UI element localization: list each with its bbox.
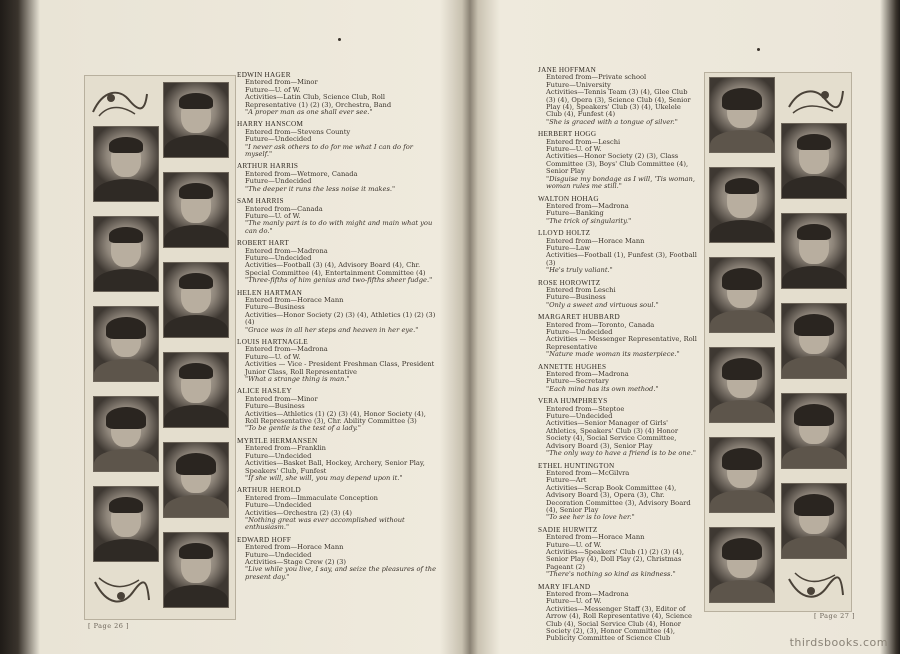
student-name: MYRTLE HERMANSEN bbox=[237, 436, 318, 445]
student-name: EDWIN HAGER bbox=[237, 71, 291, 79]
left-entries bbox=[237, 72, 437, 586]
student-name: VERA HUMPHREYS bbox=[538, 397, 608, 406]
student-entry bbox=[237, 487, 437, 531]
entry-line: Entered from—Horace Mann bbox=[245, 543, 344, 552]
student-entry bbox=[237, 339, 437, 383]
student-photo bbox=[709, 257, 775, 333]
entry-line: Entered from—Immaculate Conception bbox=[245, 493, 378, 502]
entry-line: Entered from—Franklin bbox=[245, 444, 326, 453]
entry-line: Entered from—Horace Mann bbox=[546, 236, 645, 245]
entry-quote: "He's truly valiant." bbox=[546, 266, 613, 275]
entry-line: Entered from—Madrona bbox=[546, 370, 629, 379]
right-entries bbox=[538, 67, 698, 648]
student-photo bbox=[163, 352, 229, 428]
entry-line: Entered from—Madrona bbox=[245, 246, 328, 255]
entry-quote: "Each mind has its own method." bbox=[546, 384, 659, 393]
student-entry bbox=[538, 67, 698, 126]
left-page bbox=[18, 0, 466, 654]
entry-quote: "Nature made woman its masterpiece." bbox=[546, 350, 680, 359]
entry-quote: "Nothing great was ever accomplished without enthusiasm." bbox=[245, 515, 405, 532]
student-photo bbox=[709, 527, 775, 603]
student-name: JANE HOFFMAN bbox=[538, 66, 597, 74]
ornament-icon bbox=[785, 567, 847, 607]
entry-line: Entered from—Madrona bbox=[546, 201, 629, 210]
student-photo bbox=[93, 486, 159, 562]
student-name: WALTON HOHAG bbox=[538, 194, 599, 203]
entry-line: Activities—Messenger Staff (3), Editor of Arrow (4), Roll Representative (4), Science Club (4), Social Service Club (4), Honor Society (2), (3), Honor Committee (4), Publicity Committee of Science Club bbox=[546, 604, 692, 643]
ornament-icon bbox=[785, 79, 847, 119]
entry-line: Future—U. of W. bbox=[546, 145, 602, 154]
left-photo-column bbox=[84, 75, 236, 620]
student-photo bbox=[93, 306, 159, 382]
entry-line: Entered from—Madrona bbox=[546, 590, 629, 598]
student-name: ROSE HOROWITZ bbox=[538, 278, 601, 287]
entry-line: Future—Law bbox=[546, 243, 590, 252]
ornament-icon bbox=[91, 572, 153, 612]
student-name: SADIE HURWITZ bbox=[538, 525, 598, 534]
entry-line: Future—U. of W. bbox=[245, 85, 301, 94]
student-photo bbox=[709, 167, 775, 243]
entry-quote: "Grace was in all her steps and heaven in her eye." bbox=[245, 325, 419, 334]
student-photo bbox=[781, 213, 847, 289]
student-entry bbox=[237, 537, 437, 581]
entry-line: Activities—Football (3) (4), Advisory Board (4), Chr. Special Committee (4), Entertainment Committee (4) bbox=[245, 261, 426, 277]
entry-line: Future—Undecided bbox=[245, 177, 312, 186]
entry-line: Activities—Stage Crew (2) (3) bbox=[245, 557, 347, 566]
student-name: MARGARET HUBBARD bbox=[538, 313, 620, 322]
right-photo-column bbox=[704, 72, 852, 612]
entry-line: Entered from—Horace Mann bbox=[245, 295, 344, 304]
entry-line: Entered from—Wetmore, Canada bbox=[245, 169, 358, 178]
entry-line: Future—Undecided bbox=[245, 135, 312, 144]
student-entry bbox=[237, 438, 437, 482]
entry-line: Activities—Basket Ball, Hockey, Archery, Senior Play, Speakers' Club, Funfest bbox=[245, 459, 425, 475]
entry-quote: "To be gentle is the test of a lady." bbox=[245, 424, 361, 433]
student-entry bbox=[538, 196, 698, 226]
entry-quote: "She is graced with a tongue of silver." bbox=[546, 117, 678, 126]
entry-line: Future—Undecided bbox=[245, 501, 312, 510]
student-entry bbox=[538, 280, 698, 310]
entry-quote: "To see her is to love her." bbox=[546, 513, 635, 522]
student-photo bbox=[781, 303, 847, 379]
entry-line: Entered from—Stevens County bbox=[245, 127, 351, 136]
entry-quote: "If she will, she will, you may depend upon it." bbox=[245, 473, 403, 482]
entry-quote: "There's nothing so kind as kindness." bbox=[546, 570, 676, 579]
entry-quote: "The trick of singularity." bbox=[546, 216, 632, 225]
student-entry bbox=[538, 463, 698, 522]
student-name: ROBERT HART bbox=[237, 239, 290, 248]
student-photo bbox=[709, 437, 775, 513]
entry-quote: "I never ask others to do for me what I can do for myself." bbox=[245, 142, 413, 159]
entry-line: Activities—Football (1), Funfest (3), Football (3) bbox=[546, 251, 697, 267]
ornament-icon bbox=[89, 82, 151, 122]
student-name: HARRY HANSCOM bbox=[237, 120, 304, 129]
entry-line: Entered from Leschi bbox=[546, 285, 616, 294]
entry-line: Activities — Messenger Representative, Roll Representative bbox=[546, 335, 697, 351]
entry-line: Future—Business bbox=[245, 402, 305, 411]
student-entry bbox=[237, 198, 437, 235]
entry-line: Activities—Tennis Team (3) (4), Glee Club (3) (4), Opera (3), Science Club (4), Senior Play (4), Speakers' Club (3) (4), Ukelele Club (4), Funfest (4) bbox=[546, 88, 691, 119]
student-entry bbox=[237, 163, 437, 193]
entry-line: Future—Banking bbox=[546, 209, 604, 218]
entry-line: Activities—Scrap Book Committee (4), Advisory Board (3), Opera (3), Chr. Decoration Committee (3), Advisory Board (4), Senior Play bbox=[546, 483, 691, 514]
page-number: [ Page 27 ] bbox=[814, 612, 856, 620]
student-photo bbox=[93, 396, 159, 472]
student-entry bbox=[237, 240, 437, 284]
right-page bbox=[472, 0, 882, 654]
watermark: thirdsbooks.com bbox=[789, 636, 888, 649]
entry-line: Future—U. of W. bbox=[245, 211, 301, 220]
entry-line: Activities—Honor Society (2) (3), Class Committee (3), Boys' Club Committee (4), Senior Play bbox=[546, 152, 689, 176]
entry-line: Activities—Senior Manager of Girls' Athletics, Speakers' Club (3) (4) Honor Society (4), Social Service Committee, Advisory Board (3), Senior Play bbox=[546, 419, 679, 450]
entry-line: Future—U. of W. bbox=[546, 540, 602, 549]
student-name: ARTHUR HARRIS bbox=[237, 162, 299, 171]
student-name: HERBERT HOGG bbox=[538, 130, 597, 139]
student-photo bbox=[709, 347, 775, 423]
student-name: SAM HARRIS bbox=[237, 197, 284, 206]
entry-quote: "What a strange thing is man." bbox=[245, 375, 350, 384]
entry-quote: "Only a sweet and virtuous soul." bbox=[546, 300, 659, 309]
student-name: EDWARD HOFF bbox=[237, 535, 292, 544]
student-photo bbox=[709, 77, 775, 153]
entry-quote: "Three-fifths of him genius and two-fifths sheer fudge." bbox=[245, 276, 433, 285]
student-photo bbox=[163, 532, 229, 608]
entry-quote: "The manly part is to do with might and main what you can do." bbox=[245, 219, 433, 235]
entry-line: Future—Business bbox=[546, 293, 606, 302]
entry-line: Future—U. of W. bbox=[546, 597, 602, 606]
student-photo bbox=[163, 442, 229, 518]
entry-line: Entered from—Minor bbox=[245, 394, 318, 403]
entry-line: Future—Undecided bbox=[245, 550, 312, 559]
entry-line: Entered from—Toronto, Canada bbox=[546, 320, 655, 329]
student-entry bbox=[538, 364, 698, 394]
student-photo bbox=[781, 483, 847, 559]
student-entry bbox=[538, 131, 698, 190]
entry-quote: "A proper man as one shall ever see." bbox=[245, 108, 373, 117]
entry-line: Future—Art bbox=[546, 476, 587, 485]
student-photo bbox=[93, 216, 159, 292]
student-photo bbox=[93, 126, 159, 202]
student-name: ETHEL HUNTINGTON bbox=[538, 461, 615, 470]
entry-line: Activities—Honor Society (2) (3) (4), Athletics (1) (2) (3) (4) bbox=[245, 310, 436, 327]
entry-line: Activities—Orchestra (2) (3) (4) bbox=[245, 508, 353, 517]
entry-line: Activities—Speakers' Club (1) (2) (3) (4), Senior Play (4), Doll Play (2), Christmas Pageant (2) bbox=[546, 547, 684, 571]
student-entry bbox=[538, 398, 698, 457]
entry-line: Future—Secretary bbox=[546, 377, 609, 386]
student-name: LLOYD HOLTZ bbox=[538, 229, 591, 238]
student-name: ANNETTE HUGHES bbox=[538, 362, 607, 371]
entry-line: Activities — Vice - President Freshman Class, President Junior Class, Roll Representative bbox=[245, 360, 435, 376]
student-entry bbox=[538, 230, 698, 274]
student-entry bbox=[538, 584, 698, 643]
entry-line: Activities—Athletics (1) (2) (3) (4), Honor Society (4), Roll Representative (3), Chr. Ability Committee (3) bbox=[245, 409, 426, 426]
student-photo bbox=[163, 172, 229, 248]
entry-line: Entered from—Horace Mann bbox=[546, 533, 645, 542]
entry-quote: "Live while you live, I say, and seize the pleasures of the present day." bbox=[245, 565, 437, 581]
student-photo bbox=[781, 123, 847, 199]
student-entry bbox=[538, 314, 698, 358]
entry-quote: "The only way to have a friend is to be one." bbox=[546, 449, 696, 458]
entry-line: Future—Undecided bbox=[546, 412, 613, 421]
student-entry bbox=[237, 121, 437, 158]
student-name: HELEN HARTMAN bbox=[237, 288, 303, 297]
entry-line: Entered from—Canada bbox=[245, 204, 323, 213]
student-name: LOUIS HARTNAGLE bbox=[237, 338, 308, 346]
entry-line: Entered from—Leschi bbox=[546, 137, 621, 146]
page-number: [ Page 26 ] bbox=[88, 622, 130, 630]
entry-line: Future—University bbox=[546, 80, 611, 89]
student-name: ARTHUR HEROLD bbox=[237, 486, 301, 495]
entry-line: Entered from—Steptoe bbox=[546, 404, 625, 413]
entry-quote: "Disguise my bondage as I will, 'Tis woman, woman rules me still." bbox=[546, 174, 695, 191]
student-entry bbox=[237, 388, 437, 432]
entry-line: Entered from—Private school bbox=[546, 73, 647, 82]
entry-line: Future—U. of W. bbox=[245, 352, 301, 361]
entry-line: Entered from—Minor bbox=[245, 78, 318, 87]
student-entry bbox=[538, 527, 698, 579]
student-name: MARY IFLAND bbox=[538, 582, 591, 591]
student-entry bbox=[237, 72, 437, 116]
entry-line: Future—Undecided bbox=[245, 451, 312, 460]
student-photo bbox=[163, 82, 229, 158]
entry-line: Entered from—McGilvra bbox=[546, 468, 630, 477]
student-photo bbox=[163, 262, 229, 338]
entry-line: Future—Undecided bbox=[546, 328, 613, 336]
entry-quote: "The deeper it runs the less noise it makes." bbox=[245, 184, 396, 193]
entry-line: Future—Undecided bbox=[245, 253, 312, 262]
student-photo bbox=[781, 393, 847, 469]
entry-line: Entered from—Madrona bbox=[245, 345, 328, 354]
student-name: ALICE HASLEY bbox=[237, 387, 292, 396]
entry-line: Activities—Latin Club, Science Club, Roll Representative (1) (2) (3), Orchestra, Band bbox=[245, 93, 392, 109]
entry-line: Future—Business bbox=[245, 303, 305, 312]
student-entry bbox=[237, 290, 437, 334]
